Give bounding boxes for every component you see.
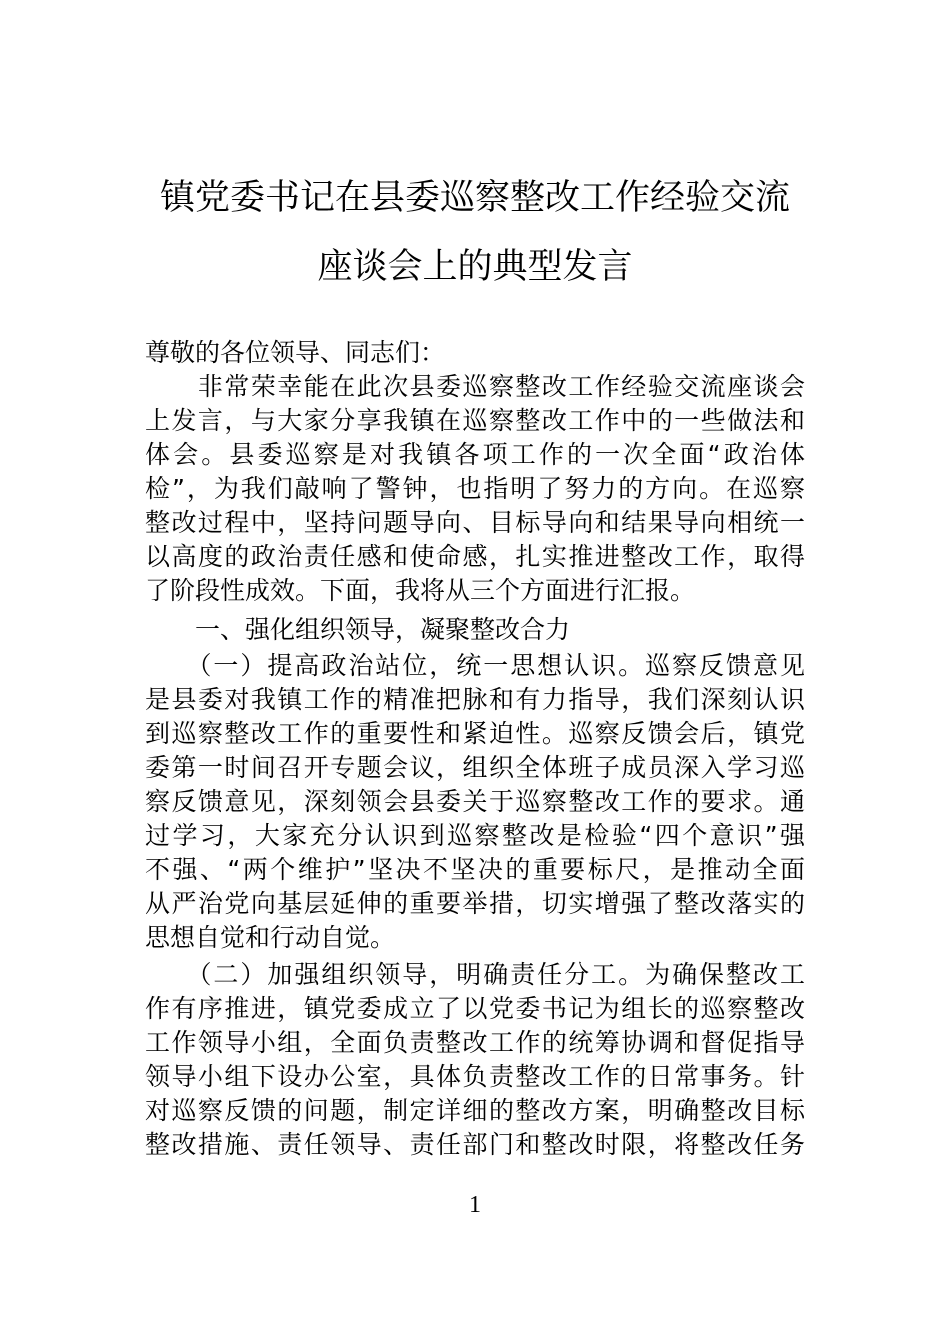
body-line: 非常荣幸能在此次县委巡察整改工作经验交流座谈会 xyxy=(145,372,805,401)
body-line: 思想自觉和行动自觉。 xyxy=(145,923,396,952)
salutation: 尊敬的各位领导、同志们： xyxy=(145,338,446,367)
section-heading: 一、强化组织领导，凝聚整改合力 xyxy=(145,615,571,644)
body-line: 整改过程中，坚持问题导向、目标导向和结果导向相统一 xyxy=(145,508,805,537)
body-line: 了阶段性成效。下面，我将从三个方面进行汇报。 xyxy=(145,576,696,605)
body-line: 整改措施、责任领导、责任部门和整改时限，将整改任务 xyxy=(145,1130,805,1159)
body-line: （一）提高政治站位，统一思想认识。巡察反馈意见 xyxy=(145,651,805,680)
body-line: 委第一时间召开专题会议，组织全体班子成员深入学习巡 xyxy=(145,753,805,782)
body-line: 作有序推进，镇党委成立了以党委书记为组长的巡察整改 xyxy=(145,994,805,1023)
title-line-2: 座谈会上的典型发言 xyxy=(317,247,633,287)
body-line: 不强、“两个维护”坚决不坚决的重要标尺，是推动全面 xyxy=(145,855,805,884)
page-number: 1 xyxy=(469,1192,481,1218)
body-line: 到巡察整改工作的重要性和紧迫性。巡察反馈会后，镇党 xyxy=(145,719,805,748)
body-line: （二）加强组织领导，明确责任分工。为确保整改工 xyxy=(145,960,805,989)
body-line: 以高度的政治责任感和使命感，扎实推进整改工作，取得 xyxy=(145,542,805,571)
title-line-1: 镇党委书记在县委巡察整改工作经验交流 xyxy=(159,178,790,218)
body-line: 上发言，与大家分享我镇在巡察整改工作中的一些做法和 xyxy=(145,406,805,435)
body-line: 是县委对我镇工作的精准把脉和有力指导，我们深刻认识 xyxy=(145,685,805,714)
body-line: 对巡察反馈的问题，制定详细的整改方案，明确整改目标 xyxy=(145,1096,805,1125)
body-line: 过学习，大家充分认识到巡察整改是检验“四个意识”强 xyxy=(145,821,805,850)
body-line: 领导小组下设办公室，具体负责整改工作的日常事务。针 xyxy=(145,1062,805,1091)
body-line: 体会。县委巡察是对我镇各项工作的一次全面“政治体 xyxy=(145,440,805,469)
body-line: 从严治党向基层延伸的重要举措，切实增强了整改落实的 xyxy=(145,889,805,918)
body-line: 检”，为我们敲响了警钟，也指明了努力的方向。在巡察 xyxy=(145,474,805,503)
body-line: 察反馈意见，深刻领会县委关于巡察整改工作的要求。通 xyxy=(145,787,805,816)
body-line: 工作领导小组，全面负责整改工作的统筹协调和督促指导 xyxy=(145,1028,805,1057)
